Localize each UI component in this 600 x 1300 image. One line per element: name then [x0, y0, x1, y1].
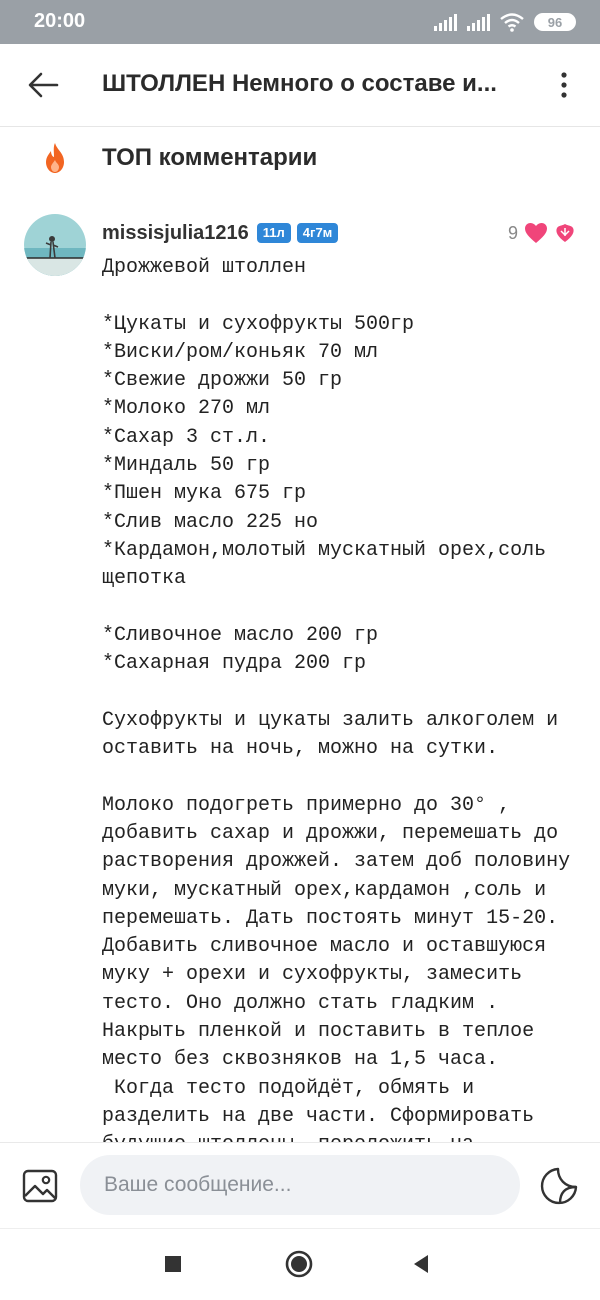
page-title: ШТОЛЛЕН Немного о составе и...: [102, 70, 497, 97]
fire-icon: [42, 142, 68, 174]
system-nav-bar: [0, 1228, 600, 1300]
sticker-icon[interactable]: [540, 1167, 578, 1205]
avatar[interactable]: [24, 214, 86, 276]
battery-icon: [534, 13, 576, 31]
comment-username[interactable]: missisjulia1216: [102, 221, 249, 244]
wifi-icon: [500, 12, 524, 32]
back-arrow-icon[interactable]: [26, 68, 60, 102]
status-time: 20:00: [34, 10, 86, 32]
message-composer: [0, 1142, 600, 1229]
recents-icon[interactable]: [158, 1249, 188, 1279]
comment-header: [102, 218, 338, 248]
home-icon[interactable]: [284, 1249, 314, 1279]
likes: [508, 218, 576, 248]
section-title: ТОП комментарии: [102, 144, 318, 171]
top-comments-header: [0, 136, 600, 186]
status-icons: [434, 10, 576, 34]
signal-icon: [434, 13, 457, 31]
flower-icon[interactable]: [554, 222, 576, 244]
image-attach-icon[interactable]: [22, 1168, 58, 1204]
comment-text: Дрожжевой штоллен *Цукаты и сухофрукты 500гр *Виски/ром/коньяк 70 мл *Свежие дрожжи 50 гр *Молоко 270 мл *Сахар 3 ст.л. *Миндаль 50 гр *Пшен мука 675 гр *Слив масло 225 но *Кардамон,молотый мускатный орех,соль щепотка *Сливочное масло 200 гр *Сахарная пудра 200 гр Сухофрукты и цукаты залить алкоголем и оставить на ночь, можно на сутки. Молоко подогреть примерно до 30° , добавить сахар и дрожжи, перемешать до растворения дрожжей. затем доб половину муки, мускатный орех,кардамон ,соль и перемешать. Дать постоять минут 15-20. Добавить сливочное масло и оставшуюся муку + орехи и сухофрукты, замесить тесто. Оно должно стать гладким . Накрыть пленкой и поставить в теплое место без сквозняков на 1,5 часа. Когда тесто подойдёт, обмять и разделить на две части. Сформировать: [102, 256, 571, 1128]
like-count: 9: [508, 222, 519, 243]
back-icon[interactable]: [406, 1249, 436, 1279]
app-bar: [0, 44, 600, 127]
age-badge: 4г7м: [297, 223, 339, 243]
signal-icon: [467, 13, 490, 31]
heart-icon[interactable]: [524, 222, 548, 244]
more-vert-icon[interactable]: [552, 70, 576, 100]
message-input[interactable]: [80, 1155, 520, 1215]
status-bar: [0, 0, 600, 44]
battery-level: 96: [547, 14, 563, 30]
age-badge: 11л: [257, 223, 291, 243]
